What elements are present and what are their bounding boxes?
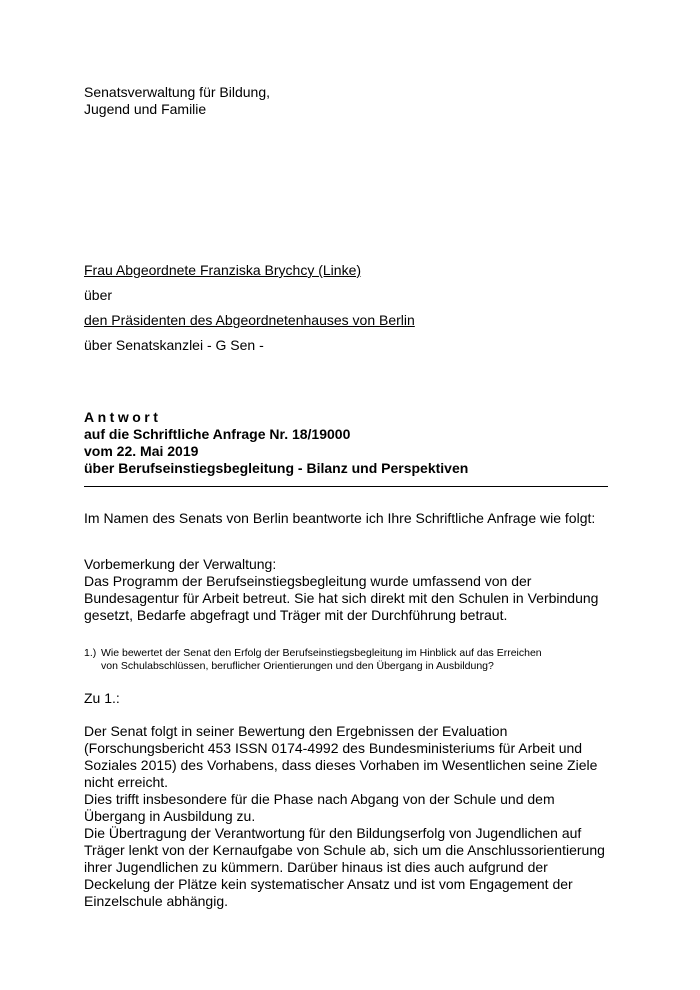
question-number: 1.) bbox=[84, 647, 97, 659]
answer-line: Die Übertragung der Verantwortung für den Bildungserfolg von Jugendlichen auf bbox=[84, 825, 582, 841]
answer-line: Soziales 2015) des Vorhabens, dass dieses Vorhaben im Wesentlichen seine Ziele bbox=[84, 757, 598, 773]
preliminary-line: Bundesagentur für Arbeit betreut. Sie hat sich direkt mit den Schulen in Verbindung bbox=[84, 590, 599, 606]
answer-line: Dies trifft insbesondere für die Phase nach Abgang von der Schule und dem bbox=[84, 791, 555, 807]
subject-line-3: über Berufseinstiegsbegleitung - Bilanz und Perspektiven bbox=[84, 460, 469, 476]
answer-body bbox=[84, 723, 605, 910]
preliminary-block bbox=[84, 556, 598, 624]
preliminary-line: gesetzt, Bedarfe abgefragt und Träger mit der Durchführung betraut. bbox=[84, 607, 508, 623]
answer-line: Der Senat folgt in seiner Bewertung den Ergebnissen der Evaluation bbox=[84, 723, 508, 739]
intro-text: Im Namen des Senats von Berlin beantworte ich Ihre Schriftliche Anfrage wie folgt: bbox=[84, 510, 596, 526]
answer-line: (Forschungsbericht 453 ISSN 0174-4992 des Bundesministeriums für Arbeit und bbox=[84, 740, 583, 756]
answer-line: Träger lenkt von der Kernaufgabe von Schule ab, sich um die Anschlussorientierung bbox=[84, 842, 605, 858]
sender-block bbox=[84, 84, 270, 118]
question-line: Wie bewertet der Senat den Erfolg der Berufseinstiegsbegleitung im Hinblick auf das Erreichen bbox=[101, 647, 542, 659]
answer-line: Deckelung der Plätze kein systematischer Ansatz und ist vom Engagement der bbox=[84, 876, 573, 892]
subject-line-2: vom 22. Mai 2019 bbox=[84, 443, 199, 459]
preliminary-heading: Vorbemerkung der Verwaltung: bbox=[84, 556, 277, 572]
answer-line: ihrer Jugendlichen zu kümmern. Darüber hinaus ist dies auch aufgrund der bbox=[84, 859, 548, 875]
recipient-via-1: über bbox=[84, 287, 113, 303]
recipient-via-2: über Senatskanzlei - G Sen - bbox=[84, 337, 264, 353]
question-text bbox=[101, 647, 542, 673]
subject-block bbox=[84, 409, 468, 477]
preliminary-line: Das Programm der Berufseinstiegsbegleitung wurde umfassend von der bbox=[84, 573, 532, 589]
answer-line: Einzelschule abhängig. bbox=[84, 893, 228, 909]
subject-divider bbox=[84, 486, 608, 487]
answer-line: Übergang in Ausbildung zu. bbox=[84, 808, 256, 824]
recipient-president: den Präsidenten des Abgeordnetenhauses von Berlin bbox=[84, 312, 415, 328]
question-line: von Schulabschlüssen, beruflicher Orientierungen und den Übergang in Ausbildung? bbox=[101, 660, 494, 672]
subject-line-1: auf die Schriftliche Anfrage Nr. 18/19000 bbox=[84, 426, 351, 442]
answer-heading: Zu 1.: bbox=[84, 690, 120, 706]
answer-line: nicht erreicht. bbox=[84, 774, 169, 790]
recipient-name: Frau Abgeordnete Franziska Brychcy (Linke) bbox=[84, 262, 362, 278]
sender-line-1: Senatsverwaltung für Bildung, bbox=[84, 84, 270, 100]
sender-line-2: Jugend und Familie bbox=[84, 101, 207, 117]
subject-label: Antwort bbox=[84, 409, 162, 425]
